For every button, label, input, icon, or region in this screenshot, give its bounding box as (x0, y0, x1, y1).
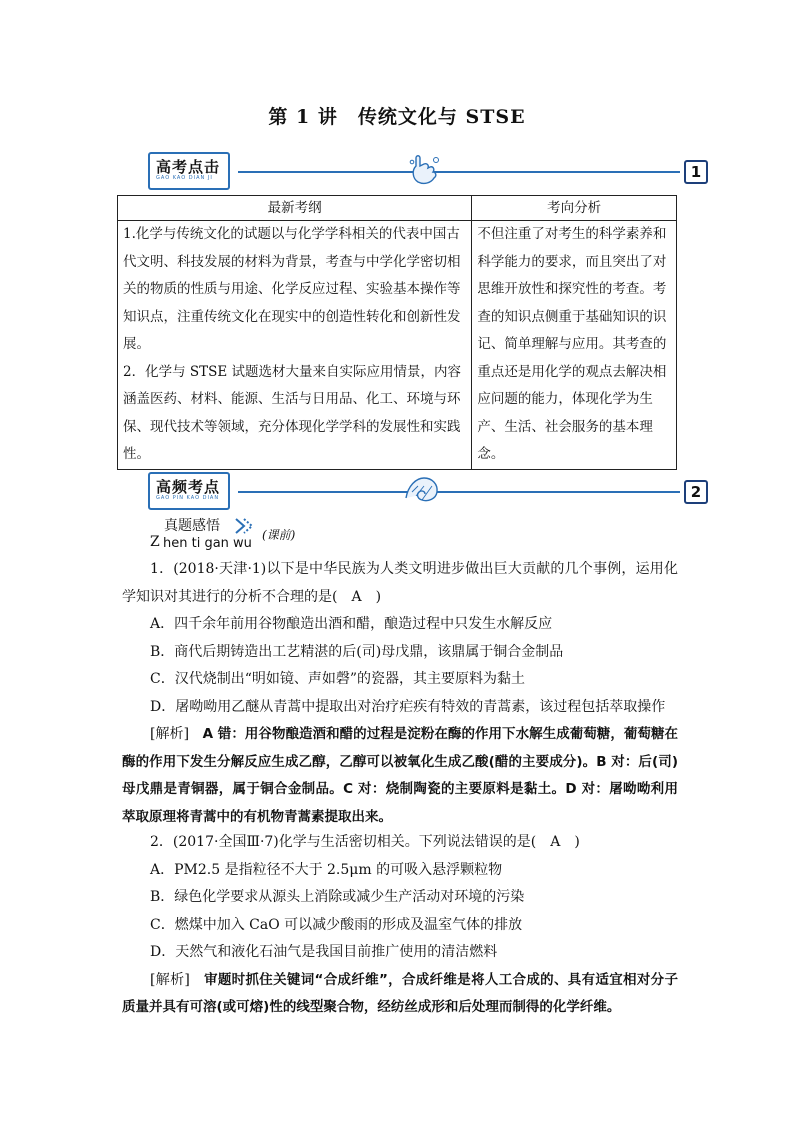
subsection-header (150, 512, 450, 554)
subsection-tag: (课前) (262, 528, 296, 542)
analysis-paragraph (122, 967, 678, 1022)
subsection-label: 真题感悟 (164, 518, 220, 534)
outline-cell (118, 221, 472, 470)
outline-item: 1.化学与传统文化的试题以与化学学科相关的代表中国古代文明、科技发展的材料为背景，考查与中学化学密切相关的物质的性质与用途、化学反应过程、实验基本操作等知识点，注重传统文化在现实中的创造性转化和创新性发展。 (123, 226, 461, 352)
subsection-pinyin: hen ti gan wu (163, 536, 252, 551)
question-2 (122, 829, 678, 1022)
chevron-right-icon (234, 516, 258, 542)
shell-ornament-icon (402, 472, 442, 506)
analysis-tag: [解析] (150, 971, 190, 988)
question-option: C．燃煤中加入 CaO 可以减少酸雨的形成及温室气体的排放 (150, 916, 523, 933)
section-header-2 (148, 472, 710, 508)
section-badge (148, 152, 230, 190)
section-pinyin: GAO PIN KAO DIAN (156, 495, 220, 501)
subsection-initial: Z (150, 534, 160, 550)
exam-outline-table (117, 195, 677, 470)
section-number: 2 (684, 480, 708, 504)
page-title: 第 1 讲 传统文化与 STSE (268, 106, 526, 128)
analysis-tag: [解析] (150, 726, 190, 742)
table-header-row (118, 196, 677, 221)
table-header-cell: 最新考纲 (118, 196, 472, 221)
question-option: D．天然气和液化石油气是我国目前推广使用的清洁燃料 (150, 944, 498, 960)
section-label: 高考点击 (156, 158, 221, 176)
question-option: B．商代后期铸造出工艺精湛的后(司)母戊鼎，该鼎属于铜合金制品 (150, 643, 564, 660)
question-1 (122, 556, 678, 831)
question-option: A．四千余年前用谷物酿造出酒和醋，酿造过程中只发生水解反应 (150, 616, 553, 632)
table-row (118, 221, 677, 470)
section-number: 1 (684, 160, 708, 184)
analysis-text: A 错：用谷物酿造酒和醋的过程是淀粉在酶的作用下水解生成葡萄糖，葡萄糖在酶的作用下发生分解反应生成乙醇，乙醇可以被氧化生成乙酸(醋的主要成分)。B 对：后(司)母戊鼎是青铜器，属于铜合金制品。C 对：烧制陶瓷的主要原料是黏土。D 对：屠呦呦利用萃取原理将青蒿中的有机物青蒿素提取出来。 (122, 726, 678, 825)
section-label: 高频考点 (156, 478, 221, 496)
question-option: A．PM2.5 是指粒径不大于 2.5μm 的可吸入悬浮颗粒物 (150, 861, 503, 878)
section-badge (148, 472, 230, 510)
hand-ornament-icon (406, 152, 446, 188)
section-divider-line (238, 171, 680, 173)
analysis-paragraph (122, 721, 678, 831)
analysis-cell: 不但注重了对考生的科学素养和科学能力的要求，而且突出了对思维开放性和探究性的考查。考查的知识点侧重于基础知识的识记、简单理解与应用。其考查的重点还是用化学的观点去解决相应问题的能力，体现化学为生产、生活、社会服务的基本理念。 (472, 221, 677, 470)
analysis-text: 审题时抓住关键词“合成纤维”，合成纤维是将人工合成的、具有适宜相对分子质量并具有可溶(或可熔)性的线型聚合物，经纺丝成形和后处理而制得的化学纤维。 (122, 971, 678, 1015)
section-divider-line (238, 491, 680, 493)
question-option: B．绿色化学要求从源头上消除或减少生产活动对环境的污染 (150, 889, 525, 905)
question-stem: 1．(2018·天津·1)以下是中华民族为人类文明进步做出巨大贡献的几个事例，运用化学知识对其进行的分析不合理的是( A ) (122, 561, 678, 605)
outline-item: 2．化学与 STSE 试题选材大量来自实际应用情景，内容涵盖医药、材料、能源、生活与日用品、化工、环境与环保、现代技术等领域，充分体现化学学科的发展性和实践性。 (123, 363, 462, 462)
question-stem: 2．(2017·全国Ⅲ·7)化学与生活密切相关。下列说法错误的是( A ) (150, 834, 580, 850)
question-option: D．屠呦呦用乙醚从青蒿中提取出对治疗疟疾有特效的青蒿素，该过程包括萃取操作 (150, 698, 666, 715)
question-option: C．汉代烧制出“明如镜、声如磬”的瓷器，其主要原料为黏土 (150, 671, 526, 687)
section-header-1 (148, 152, 710, 188)
table-header-cell: 考向分析 (472, 196, 677, 221)
section-pinyin: GAO KAO DIAN JI (156, 175, 213, 181)
